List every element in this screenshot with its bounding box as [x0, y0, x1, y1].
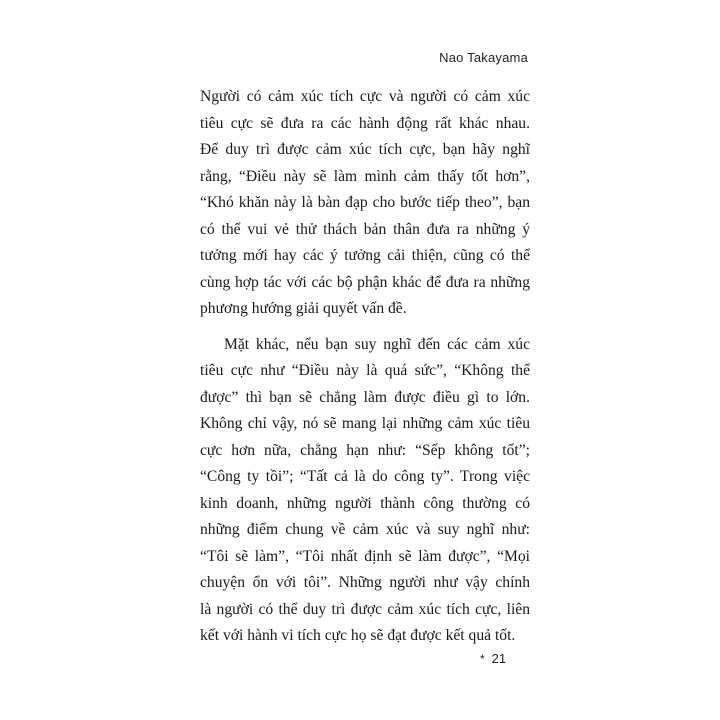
text-line: chuyện ổn với tôi”. Những người như vậy chính: [200, 574, 530, 591]
running-header-author: Nao Takayama: [439, 50, 528, 65]
text-line: được” thì bạn sẽ chẳng làm được điều gì to lớn.: [200, 388, 530, 406]
page-number: 21: [491, 651, 507, 666]
text-line: Không chỉ vậy, nó sẽ mang lại những cảm xúc tiêu: [200, 415, 530, 432]
text-line: tiêu cực sẽ đưa ra các hành động rất khác nhau.: [200, 114, 530, 132]
paragraph-1: [200, 84, 530, 323]
text-line: có thể vui vẻ thử thách bản thân đưa ra những ý: [200, 220, 530, 238]
text-line: phương hướng giải quyết vấn đề.: [200, 300, 407, 317]
page-footer: [480, 651, 506, 666]
text-line: kinh doanh, những người thành công thường có: [200, 494, 530, 512]
text-line: là người có thể duy trì được cảm xúc tích cực, liên: [200, 600, 530, 618]
text-line: tưởng mới hay các ý tưởng cải thiện, cũng có thể: [200, 247, 530, 264]
text-line: Người có cảm xúc tích cực và người có cảm xúc: [200, 88, 530, 105]
text-line: Mặt khác, nếu bạn suy nghĩ đến các cảm xúc: [224, 335, 530, 353]
text-line: Để duy trì được cảm xúc tích cực, bạn hãy nghĩ: [200, 141, 530, 158]
star-ornament: *: [480, 651, 485, 666]
paragraph-2: [200, 332, 530, 650]
text-line: cực hơn nữa, chẳng hạn như: “Sếp không tốt”;: [200, 441, 530, 459]
text-line: kết với hành vi tích cực họ sẽ đạt được kết quả tốt.: [200, 627, 516, 644]
text-line: cùng hợp tác với các bộ phận khác để đưa ra những: [200, 273, 530, 291]
text-line: “Công ty tồi”; “Tất cả là do công ty”. Trong việc: [200, 468, 530, 485]
paragraph-gap: [200, 323, 530, 332]
text-line: những điểm chung về cảm xúc và suy nghĩ như:: [200, 521, 530, 538]
text-line: “Tôi sẽ làm”, “Tôi nhất định sẽ làm được”, “Mọi: [200, 547, 530, 565]
text-line: rằng, “Điều này sẽ làm mình cảm thấy tốt hơn”,: [200, 167, 530, 185]
text-line: tiêu cực như “Điều này là quá sức”, “Không thể: [200, 362, 530, 379]
text-line: “Khó khăn này là bàn đạp cho bước tiếp theo”, bạn: [200, 194, 530, 211]
body-text: [200, 84, 530, 650]
